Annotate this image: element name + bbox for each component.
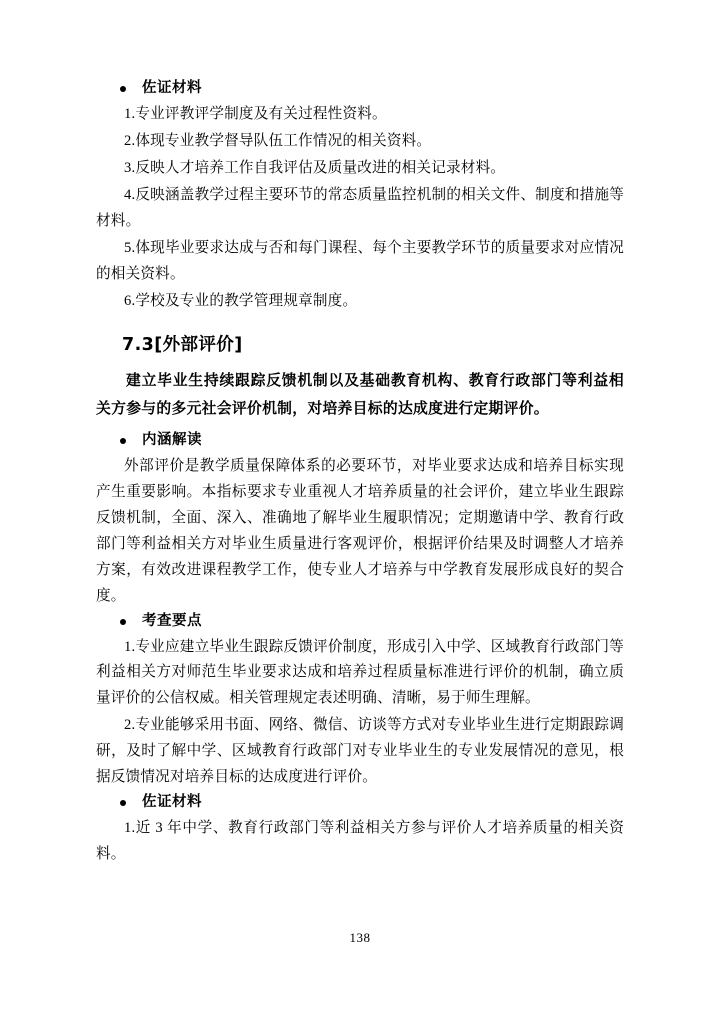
bullet-heading-label: 内涵解读 [142,432,202,449]
list-item: 4.反映涵盖教学过程主要环节的常态质量监控机制的相关文件、制度和措施等材料。 [96,186,624,229]
bullet-heading-label: 佐证材料 [142,80,202,96]
list-item: 6.学校及专业的教学管理规章制度。 [124,292,358,309]
bullet-dot-icon [120,438,126,444]
list-item: 1.专业评教评学制度及有关过程性资料。 [124,105,387,122]
document-body [96,78,624,869]
bullet-heading-review-points [96,611,624,633]
bullet-heading-label: 考查要点 [142,612,202,629]
bullet-dot-icon [120,86,126,92]
list-item: 1.专业应建立毕业生跟踪反馈评价制度，形成引入中学、区域教育行政部门等利益相关方对师范生毕业要求达成和培养过程质量标准进行评价的机制，确立质量评价的公信权威。相关管理规定表述明确、清晰，易于师生理解。 [96,638,624,707]
list-item: 5.体现毕业要求达成与否和每门课程、每个主要教学环节的质量要求对应情况的相关资料。 [96,239,624,282]
bullet-dot-icon [120,800,126,806]
bullet-heading-label: 佐证材料 [142,794,202,811]
bullet-heading-evidence-1 [96,78,624,100]
page-number: 138 [349,930,371,945]
bullet-heading-evidence-2 [96,792,624,814]
list-item: 1.近 3 年中学、教育行政部门等利益相关方参与评价人才培养质量的相关资料。 [96,820,624,863]
list-item: 3.反映人才培养工作自我评估及质量改进的相关记录材料。 [124,159,506,176]
list-item: 2.体现专业教学督导队伍工作情况的相关资料。 [124,132,432,149]
section-heading: 7.3[外部评价] [122,334,243,355]
bullet-heading-interpretation [96,430,624,452]
bullet-dot-icon [120,619,126,625]
standard-statement: 建立毕业生持续跟踪反馈机制以及基础教育机构、教育行政部门等利益相关方参与的多元社会评价机制，对培养目标的达成度进行定期评价。 [96,371,624,418]
paragraph: 外部评价是教学质量保障体系的必要环节，对毕业要求达成和培养目标实现产生重要影响。本指标要求专业重视人才培养质量的社会评价，建立毕业生跟踪反馈机制，全面、深入、准确地了解毕业生履职情况；定期邀请中学、教育行政部门等利益相关方对毕业生质量进行客观评价，根据评价结果及时调整人才培养方案，有效改进课程教学工作，使专业人才培养与中学教育发展形成良好的契合度。 [96,457,624,604]
list-item: 2.专业能够采用书面、网络、微信、访谈等方式对专业毕业生进行定期跟踪调研，及时了解中学、区域教育行政部门对专业毕业生的专业发展情况的意见，根据反馈情况对培养目标的达成度进行评价。 [96,717,624,786]
